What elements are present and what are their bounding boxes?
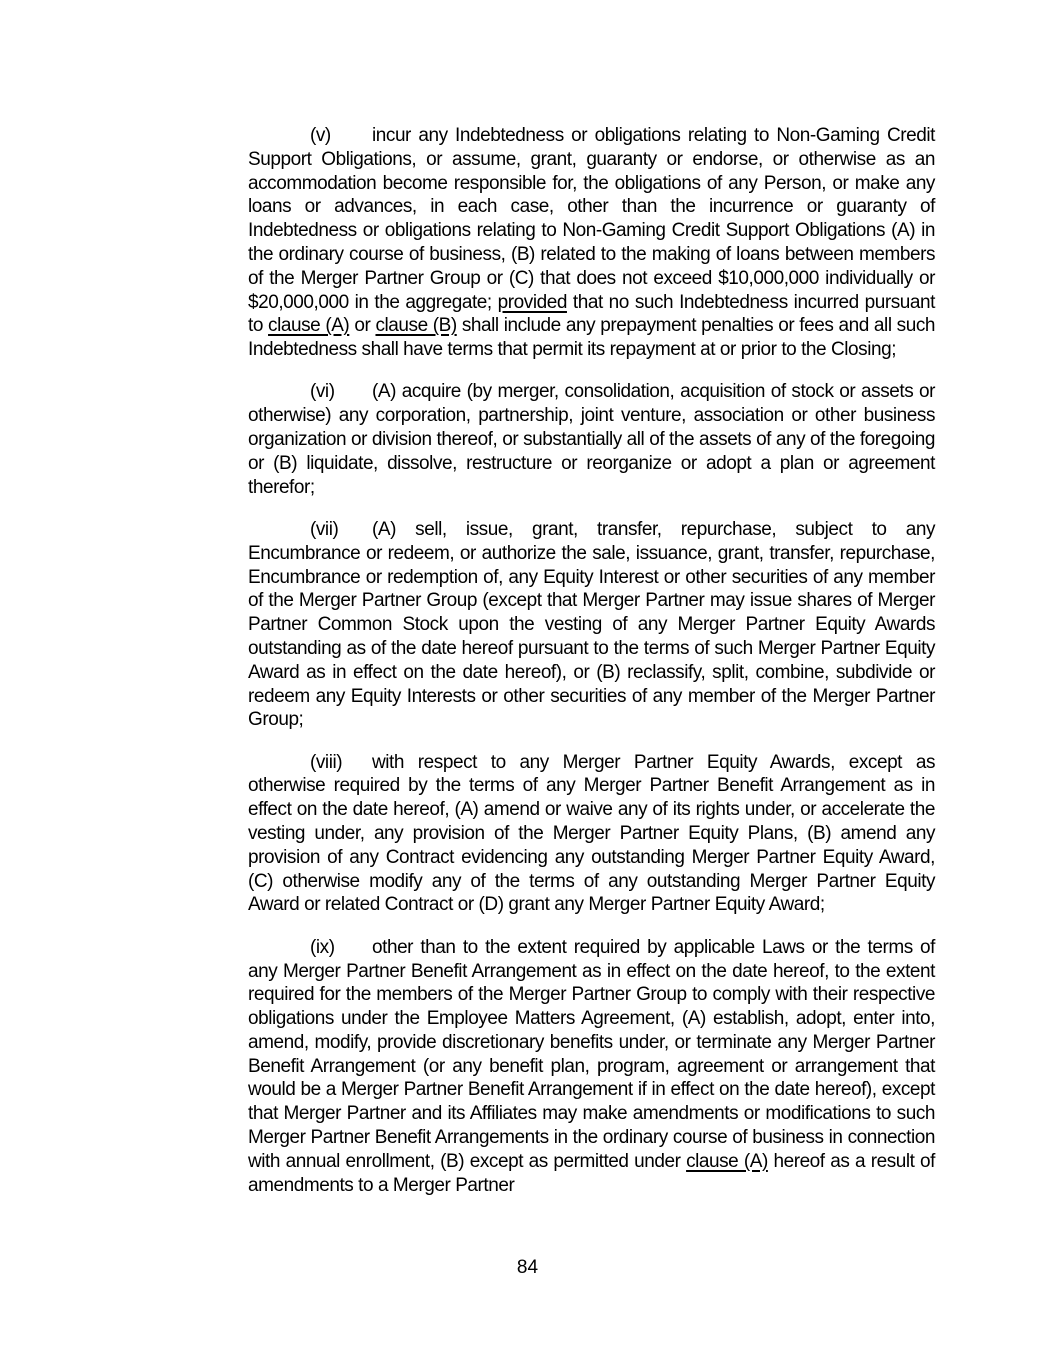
clause-text: hereof as a result of amendments to a Merger Partner — [248, 1150, 935, 1196]
paragraph-list — [248, 124, 935, 1197]
clause-number: (v) — [310, 125, 331, 146]
clause-number: (vii) — [310, 518, 339, 540]
clause-text: that no such Indebtedness incurred pursuant to — [248, 291, 935, 337]
clause-number: (vi) — [310, 381, 335, 403]
clause-paragraph-vi — [248, 380, 935, 499]
clause-text: other than to the extent required by applicable Laws or the terms of any Merger Partner Benefit Arrangement as in effect on the date hereof, to the extent required for the members of the Merger Partner Group to comply with their respective obligations under the Employee Matters Agreement, (A) establish, adopt, enter into, amend, modify, provide discretionary benefits under, or terminate any Merger Partner Benefit Arrangement (or any benefit plan, program, agreement or arrangement that would be a Merger Partner Benefit Arrangement if in effect on the date hereof), except that Merger Partner and its Affiliates may make amendments or modifications to such Merger Partner Benefit Arrangements in the ordinary course of business in connection with annual enrollment, (B) except as permitted under — [248, 936, 935, 1172]
clause-text: with respect to any Merger Partner Equity Awards, except as otherwise required by the terms of any Merger Partner Benefit Arrangement as in effect on the date hereof, (A) amend or waive any of its rights under, or accelerate the vesting under, any provision of the Merger Partner Equity Plans, (B) amend any provision of any Contract evidencing any outstanding Merger Partner Equity Award, (C) otherwise modify any of the terms of any outstanding Merger Partner Equity Award or related Contract or (D) grant any Merger Partner Equity Award; — [248, 751, 935, 916]
clause-reference: clause (A) — [268, 315, 350, 337]
clause-paragraph-ix — [248, 936, 935, 1198]
clause-text: incur any Indebtedness or obligations relating to Non-Gaming Credit Support Obligations, or assume, grant, guaranty or endorse, or otherwise as an accommodation become responsible for, the obligations of any Person, or make any loans or advances, in each case, other than the incurrence or guaranty of Indebtedness or obligations relating to Non-Gaming Credit Support Obligations (A) in the ordinary course of business, (B) related to the making of loans between members of the Merger Partner Group or (C) that does not exceed $10,000,000 individually or $20,000,000 in the aggregate; — [248, 125, 935, 313]
clause-number: (ix) — [310, 936, 335, 958]
clause-reference: provided — [497, 291, 567, 313]
clause-reference: clause (B) — [375, 315, 457, 337]
clause-paragraph-viii — [248, 751, 935, 918]
clause-number: (viii) — [310, 751, 343, 773]
clause-text: or — [349, 315, 376, 337]
clause-text: (A) sell, issue, grant, transfer, repurchase, subject to any Encumbrance or redeem, or authorize the sale, issuance, grant, transfer, repurchase, Encumbrance or redemption of, any Equity Interest or other securities of any member of the Merger Partner Group (except that Merger Partner may issue shares of Merger Partner Common Stock upon the vesting of any Merger Partner Equity Awards outstanding as of the date hereof pursuant to the terms of such Merger Partner Equity Award as in effect on the date hereof), or (B) reclassify, split, combine, subdivide or redeem any Equity Interests or other securities of any member of the Merger Partner Group; — [248, 518, 935, 731]
page-number: 84 — [516, 1257, 539, 1278]
page-body — [248, 124, 935, 1197]
clause-paragraph-v — [248, 124, 935, 362]
clause-text: (A) acquire (by merger, consolidation, acquisition of stock or assets or otherwise) any corporation, partnership, joint venture, association or other business organization or division thereof, or substantially all of the assets of any of the foregoing or (B) liquidate, dissolve, restructure or reorganize or adopt a plan or agreement therefor; — [248, 381, 935, 498]
page-footer — [0, 1256, 1055, 1280]
clause-reference: clause (A) — [686, 1150, 768, 1172]
clause-text: shall include any prepayment penalties or fees and all such Indebtedness shall have terms that permit its repayment at or prior to the Closing; — [248, 315, 935, 361]
clause-paragraph-vii — [248, 518, 935, 732]
